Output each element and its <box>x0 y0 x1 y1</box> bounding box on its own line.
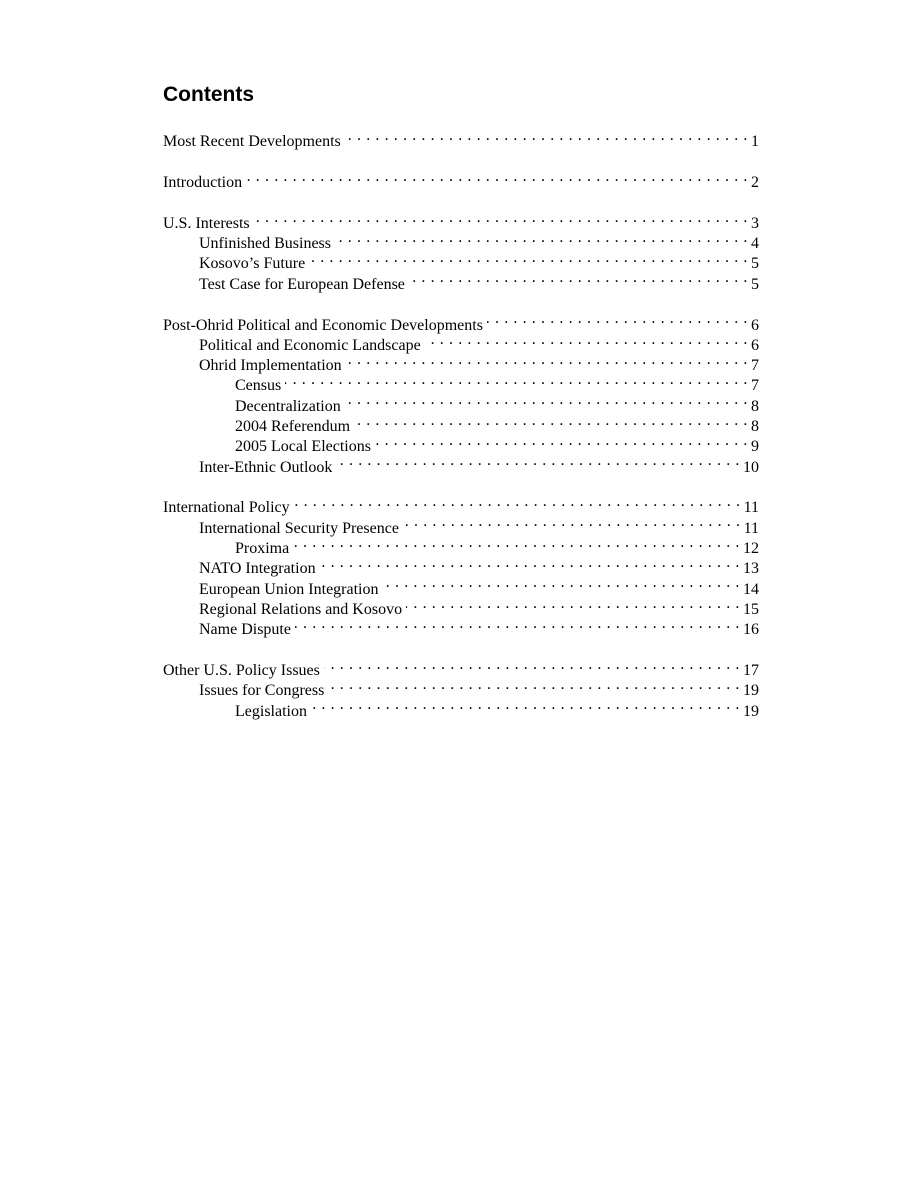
dot-leader <box>406 594 740 614</box>
dot-leader <box>345 126 748 146</box>
toc-entry-label: Ohrid Implementation <box>199 357 342 375</box>
toc-entry-page-number: 3 <box>751 214 759 232</box>
toc-section <box>163 208 759 293</box>
toc-entry-label: Regional Relations and Kosovo <box>199 600 403 618</box>
toc-entry-page-number: 9 <box>751 438 759 456</box>
toc-section <box>163 655 759 720</box>
toc-entry-page-number: 19 <box>743 682 759 700</box>
toc-entry-page-number: 5 <box>751 255 759 273</box>
dot-leader <box>254 208 748 228</box>
toc-entry-label: Other U.S. Policy Issues <box>163 662 320 680</box>
toc-entry-page-number: 8 <box>751 397 759 415</box>
toc-entry-label: Census <box>235 377 282 395</box>
toc-entry[interactable] <box>163 208 759 232</box>
toc-entry-label: Name Dispute <box>199 621 291 639</box>
toc-section <box>163 126 759 151</box>
toc-entry-label: NATO Integration <box>199 560 316 578</box>
toc-entry-page-number: 2 <box>751 174 759 192</box>
dot-leader <box>285 370 748 390</box>
dot-leader <box>246 167 748 187</box>
toc-entry-page-number: 5 <box>751 275 759 293</box>
toc-section <box>163 167 759 192</box>
toc-entry-page-number: 11 <box>743 519 759 537</box>
dot-leader <box>320 553 740 573</box>
dot-leader <box>345 390 748 410</box>
toc-entry-label: Inter-Ethnic Outlook <box>199 458 333 476</box>
toc-entry[interactable] <box>163 167 759 192</box>
toc-entry[interactable] <box>163 492 759 517</box>
toc-entry-label: International Policy <box>163 499 290 517</box>
dot-leader <box>375 431 748 451</box>
dot-leader <box>309 248 748 268</box>
table-of-contents <box>163 126 759 736</box>
page-title: Contents <box>163 83 254 106</box>
toc-entry-label: 2005 Local Elections <box>235 438 371 456</box>
dot-leader <box>294 492 741 512</box>
toc-entry-page-number: 11 <box>743 499 759 517</box>
toc-entry-page-number: 10 <box>743 458 759 476</box>
dot-leader <box>324 655 740 675</box>
toc-entry-page-number: 8 <box>751 418 759 436</box>
dot-leader <box>311 695 740 715</box>
dot-leader <box>328 675 740 695</box>
toc-entry-page-number: 4 <box>751 235 759 253</box>
toc-entry-label: Unfinished Business <box>199 235 331 253</box>
dot-leader <box>293 533 740 553</box>
toc-entry-label: Introduction <box>163 174 243 192</box>
toc-entry-label: Political and Economic Landscape <box>199 336 421 354</box>
toc-entry-page-number: 16 <box>743 621 759 639</box>
dot-leader <box>409 268 748 288</box>
dot-leader <box>425 330 748 350</box>
dot-leader <box>487 309 748 329</box>
toc-entry-label: International Security Presence <box>199 519 399 537</box>
dot-leader <box>383 573 741 593</box>
toc-section <box>163 492 759 639</box>
toc-entry-page-number: 6 <box>751 336 759 354</box>
toc-entry-label: U.S. Interests <box>163 214 250 232</box>
toc-entry-page-number: 12 <box>743 540 759 558</box>
toc-entry-page-number: 14 <box>743 580 759 598</box>
toc-entry-page-number: 17 <box>743 662 759 680</box>
toc-entry-page-number: 1 <box>751 133 759 151</box>
dot-leader <box>346 350 748 370</box>
dot-leader <box>335 228 748 248</box>
dot-leader <box>354 411 748 431</box>
toc-entry-label: Legislation <box>235 702 307 720</box>
dot-leader <box>336 451 740 471</box>
toc-entry[interactable] <box>163 126 759 151</box>
toc-section <box>163 309 759 476</box>
toc-entry-page-number: 6 <box>751 316 759 334</box>
toc-entry-page-number: 7 <box>751 377 759 395</box>
toc-entry-label: Test Case for European Defense <box>199 275 405 293</box>
toc-entry-page-number: 15 <box>743 600 759 618</box>
toc-entry-label: Post-Ohrid Political and Economic Developments <box>163 316 483 334</box>
dot-leader <box>295 614 740 634</box>
toc-entry-label: Proxima <box>235 540 290 558</box>
toc-entry-label: Issues for Congress <box>199 682 325 700</box>
toc-entry-label: European Union Integration <box>199 580 379 598</box>
toc-entry-label: Most Recent Developments <box>163 133 341 151</box>
toc-entry-label: Kosovo’s Future <box>199 255 306 273</box>
toc-entry-page-number: 7 <box>751 357 759 375</box>
toc-entry[interactable] <box>163 655 759 680</box>
toc-entry-label: 2004 Referendum <box>235 418 351 436</box>
toc-entry[interactable] <box>163 309 759 334</box>
dot-leader <box>403 512 741 532</box>
toc-entry-label: Decentralization <box>235 397 341 415</box>
toc-entry-page-number: 19 <box>743 702 759 720</box>
toc-entry-page-number: 13 <box>743 560 759 578</box>
